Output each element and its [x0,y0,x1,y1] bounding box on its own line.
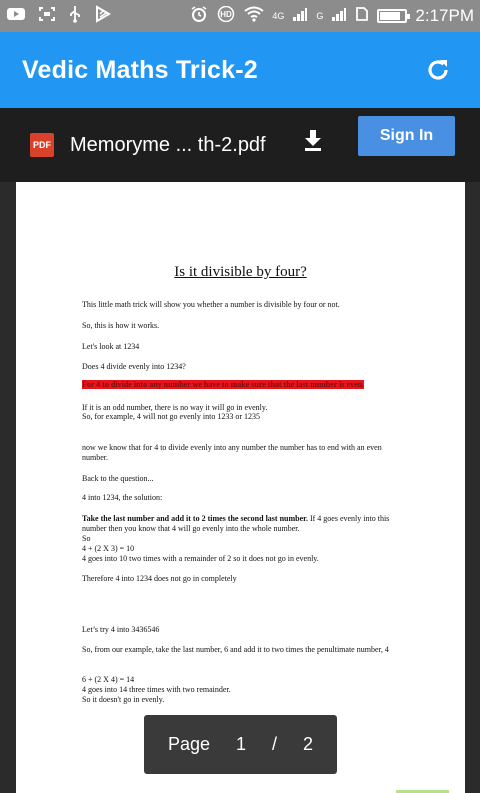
network-label: 4G [272,11,285,21]
refresh-icon [424,56,452,84]
status-time: 2:17PM [415,6,474,25]
doc-paragraph: So it doesn't go in evenly. [82,695,165,704]
doc-paragraph: 4 goes into 10 two times with a remainder of 2 so it does not go in evenly. [82,554,319,563]
battery-level [380,12,400,20]
doc-paragraph: Does 4 divide evenly into 1234? [82,362,186,371]
bold-rule: Take the last number and add it to 2 times the second last number. [82,514,308,523]
document-title: Is it divisible by four? [174,264,307,280]
app-bar [0,32,480,108]
doc-paragraph [82,514,400,534]
page-label: Page [167,734,210,754]
page-indicator [144,715,337,774]
download-icon [302,128,324,152]
page-current: 1 [236,734,247,754]
doc-paragraph: 6 + (2 X 4) = 14 [82,675,135,684]
page-separator: / [272,734,278,754]
doc-paragraph: So, this is how it works. [82,321,160,330]
doc-paragraph: So, for example, 4 will not go evenly into 1233 or 1235 [82,412,260,421]
wifi-icon [244,6,264,26]
svg-text:HD: HD [220,10,233,19]
status-bar [0,0,480,32]
doc-paragraph: now we know that for 4 to divide evenly into any number the number has to end with an even number. [82,443,382,462]
usb-icon [68,5,82,27]
signal-icon [292,6,308,26]
doc-paragraph: 4 goes into 14 three times with two remainder. [82,685,231,694]
doc-highlight [82,380,400,390]
signal-icon-2 [331,6,347,26]
doc-paragraph: This little math trick will show you whether a number is divisible by four or not. [82,300,340,309]
hd-icon [216,6,236,26]
battery-icon [377,9,407,23]
screenshot-icon [38,6,56,26]
youtube-icon [6,6,26,26]
doc-paragraph: 4 + (2 X 3) = 10 [82,544,135,553]
doc-paragraph: Let's look at 1234 [82,342,140,351]
doc-paragraph: Back to the question... [82,474,154,483]
sign-in-button[interactable]: Sign In [358,116,455,156]
nav-flag-icon [94,5,112,27]
network-label-2: G [316,11,324,21]
doc-paragraph: 4 into 1234, the solution: [82,493,163,502]
pdf-viewer[interactable] [0,182,480,793]
page-total: 2 [303,734,314,754]
pdf-page[interactable] [16,182,465,793]
highlighted-text: For 4 to divide into any number we have to make sure that the last number is even. [82,380,365,389]
app-title: Vedic Maths Trick-2 [22,55,258,84]
doc-paragraph: If it is an odd number, there is no way it will go in evenly. [82,403,268,412]
doc-paragraph: Therefore 4 into 1234 does not go in completely [82,574,237,583]
doc-paragraph: Let’s try 4 into 3436546 [82,625,160,634]
file-name: Memoryme ... th-2.pdf [70,133,266,156]
doc-paragraph: So [82,534,91,543]
refresh-button[interactable] [418,50,458,90]
pdf-file-icon: PDF [30,133,54,157]
alarm-icon [190,5,208,27]
doc-paragraph: So, from our example, take the last number, 6 and add it to two times the penultimate number, 4 [82,645,389,654]
sim-icon [355,6,369,26]
rule-continuation: If 4 goes evenly into this number then you know that 4 will go evenly into the whole number. [82,514,390,533]
download-button[interactable] [297,122,329,158]
